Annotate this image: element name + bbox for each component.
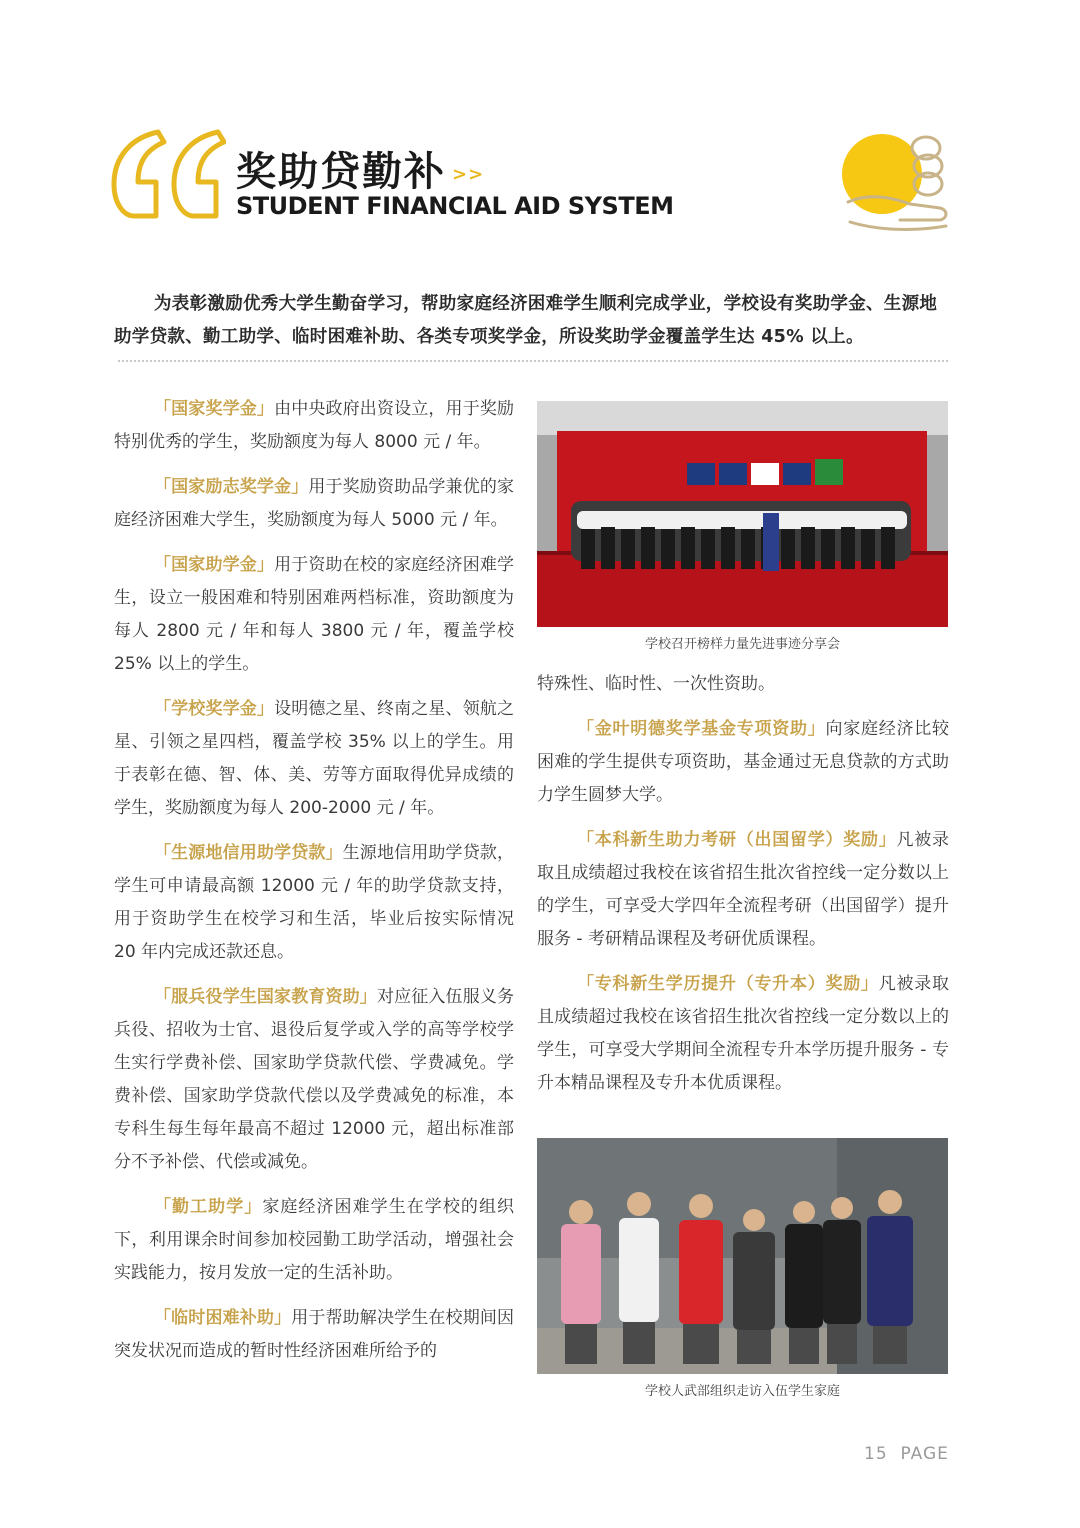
photo-ceremony: [537, 401, 948, 627]
continuation-text: 特殊性、临时性、一次性资助。: [537, 674, 775, 694]
divider: [118, 360, 948, 362]
aid-item: [114, 981, 514, 1179]
aid-term: 「国家助学金」: [154, 555, 275, 575]
aid-term: 「生源地信用助学贷款」: [154, 843, 343, 863]
aid-text: 凡被录取且成绩超过我校在该省招生批次省控线一定分数以上的学生，可享受大学期间全流程专升本学历提升服务 - 专升本精品课程及专升本优质课程。: [537, 974, 949, 1093]
aid-term: 「临时困难补助」: [154, 1308, 292, 1328]
aid-item: [114, 549, 514, 681]
aid-item: [114, 471, 514, 537]
aid-term: 「国家励志奖学金」: [154, 477, 309, 497]
aid-text: 对应征入伍服义务兵役、招收为士官、退役后复学或入学的高等学校学生实行学费补偿、国家助学贷款代偿、学费减免。学费补偿、国家助学贷款代偿以及学费减免的标准，本专科生每生每年最高不超过 12000 元，超出标准部分不予补偿、代偿或减免。: [114, 987, 515, 1172]
page-subtitle: STUDENT FINANCIAL AID SYSTEM: [236, 192, 674, 220]
title-arrows: >>: [452, 164, 485, 185]
aid-text: 用于奖励资助品学兼优的家庭经济困难大学生，奖励额度为每人 5000 元 / 年。: [114, 477, 515, 530]
aid-text: 设明德之星、终南之星、领航之星、引领之星四档，覆盖学校 35% 以上的学生。用于表彰在德、智、体、美、劳等方面取得优异成绩的学生，奖励额度为每人 200-2000 元 / 年。: [114, 699, 515, 818]
aid-item: [537, 713, 949, 812]
aid-text: 凡被录取且成绩超过我校在该省招生批次省控线一定分数以上的学生，可享受大学四年全流程考研（出国留学）提升服务 - 考研精品课程及考研优质课程。: [537, 830, 949, 949]
aid-text: 向家庭经济比较困难的学生提供专项资助，基金通过无息贷款的方式助力学生圆梦大学。: [537, 719, 949, 805]
aid-item: [114, 393, 514, 459]
aid-item: [537, 824, 949, 956]
aid-item: [114, 1302, 514, 1368]
aid-text: 由中央政府出资设立，用于奖励特别优秀的学生，奖励额度为每人 8000 元 / 年。: [114, 399, 515, 452]
quote-mark-icon: [108, 128, 226, 220]
photo-caption: 学校召开榜样力量先进事迹分享会: [644, 637, 840, 652]
aid-item: [114, 1191, 514, 1290]
right-column: [537, 668, 949, 1112]
aid-term: 「勤工助学」: [154, 1197, 263, 1217]
aid-text: 家庭经济困难学生在学校的组织下，利用课余时间参加校园勤工助学活动，增强社会实践能力，按月发放一定的生活补助。: [114, 1197, 515, 1283]
aid-term: 「专科新生学历提升（专升本）奖励」: [577, 974, 879, 994]
page-label: PAGE: [900, 1444, 949, 1464]
page-number-value: 15: [864, 1444, 888, 1464]
coin-hand-icon: [836, 126, 952, 238]
page-number: [864, 1444, 949, 1464]
aid-text: 用于帮助解决学生在校期间因突发状况而造成的暂时性经济困难所给予的: [114, 1308, 515, 1361]
left-column: [114, 393, 514, 1380]
page-title: 奖助贷勤补: [236, 149, 446, 195]
aid-item: [537, 968, 949, 1100]
aid-term: 「服兵役学生国家教育资助」: [154, 987, 377, 1007]
aid-term: 「国家奖学金」: [154, 399, 275, 419]
aid-text: 用于资助在校的家庭经济困难学生，设立一般困难和特别困难两档标准，资助额度为每人 2800 元 / 年和每人 3800 元 / 年，覆盖学校 25% 以上的学生。: [114, 555, 515, 674]
photo-family-visit: [537, 1138, 948, 1374]
aid-item: [114, 693, 514, 825]
aid-text: 生源地信用助学贷款，学生可申请最高额 12000 元 / 年的助学贷款支持，用于资助学生在校学习和生活，毕业后按实际情况 20 年内完成还款还息。: [114, 843, 515, 962]
intro-paragraph: 为表彰激励优秀大学生勤奋学习，帮助家庭经济困难学生顺利完成学业，学校设有奖助学金、生源地助学贷款、勤工助学、临时困难补助、各类专项奖学金，所设奖助学金覆盖学生达 45% 以上。: [114, 293, 938, 347]
photo-caption: 学校人武部组织走访入伍学生家庭: [644, 1384, 840, 1399]
aid-term: 「本科新生助力考研（出国留学）奖励」: [577, 830, 897, 850]
aid-term: 「金叶明德奖学基金专项资助」: [577, 719, 826, 739]
aid-item: [114, 837, 514, 969]
aid-term: 「学校奖学金」: [154, 699, 275, 719]
